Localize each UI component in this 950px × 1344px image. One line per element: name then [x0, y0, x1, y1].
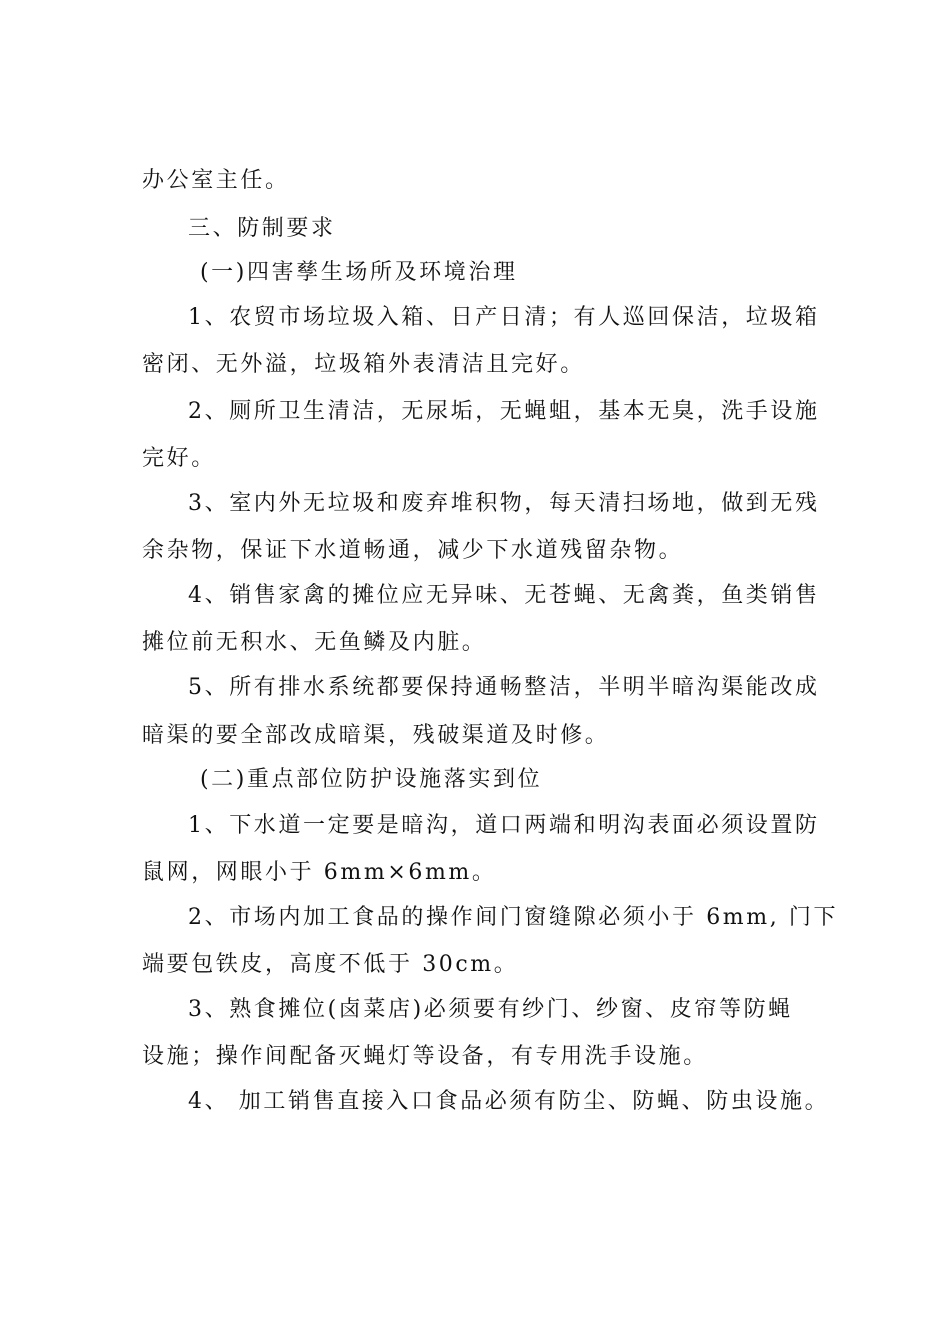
paragraph-line: 端要包铁皮，高度不低于 30cm。: [142, 952, 519, 977]
paragraph-line: 2、市场内加工食品的操作间门窗缝隙必须小于 6mm, 门下: [188, 905, 839, 930]
paragraph-line: 2、厕所卫生清洁，无尿垢，无蝇蛆，基本无臭，洗手设施: [188, 399, 820, 424]
text-line: 办公室主任。: [142, 168, 290, 193]
paragraph-line: 密闭、无外溢，垃圾箱外表清洁且完好。: [142, 352, 585, 377]
paragraph-line: 余杂物，保证下水道畅通，减少下水道残留杂物。: [142, 538, 684, 563]
paragraph-line: 5、所有排水系统都要保持通畅整洁，半明半暗沟渠能改成: [188, 675, 820, 700]
paragraph-line: 1、农贸市场垃圾入箱、日产日清；有人巡回保洁，垃圾箱: [188, 305, 820, 330]
paragraph-line: 4、 加工销售直接入口食品必须有防尘、防蝇、防虫设施。: [188, 1089, 830, 1114]
paragraph-line: 3、熟食摊位(卤菜店)必须要有纱门、纱窗、皮帘等防蝇: [188, 997, 793, 1022]
paragraph-line: 暗渠的要全部改成暗渠，残破渠道及时修。: [142, 723, 610, 748]
paragraph-line: 完好。: [142, 446, 216, 471]
paragraph-line: 3、室内外无垃圾和废弃堆积物，每天清扫场地，做到无残: [188, 491, 820, 516]
paragraph-line: 1、下水道一定要是暗沟，道口两端和明沟表面必须设置防: [188, 813, 820, 838]
subsection-heading: (二)重点部位防护设施落实到位: [200, 767, 543, 792]
subsection-heading: (一)四害孳生场所及环境治理: [200, 260, 518, 285]
paragraph-line: 摊位前无积水、无鱼鳞及内脏。: [142, 630, 487, 655]
section-heading: 三、防制要求: [188, 216, 336, 241]
paragraph-line: 鼠网，网眼小于 6mm×6mm。: [142, 860, 497, 885]
paragraph-line: 设施；操作间配备灭蝇灯等设备，有专用洗手设施。: [142, 1044, 708, 1069]
paragraph-line: 4、销售家禽的摊位应无异味、无苍蝇、无禽粪，鱼类销售: [188, 583, 820, 608]
